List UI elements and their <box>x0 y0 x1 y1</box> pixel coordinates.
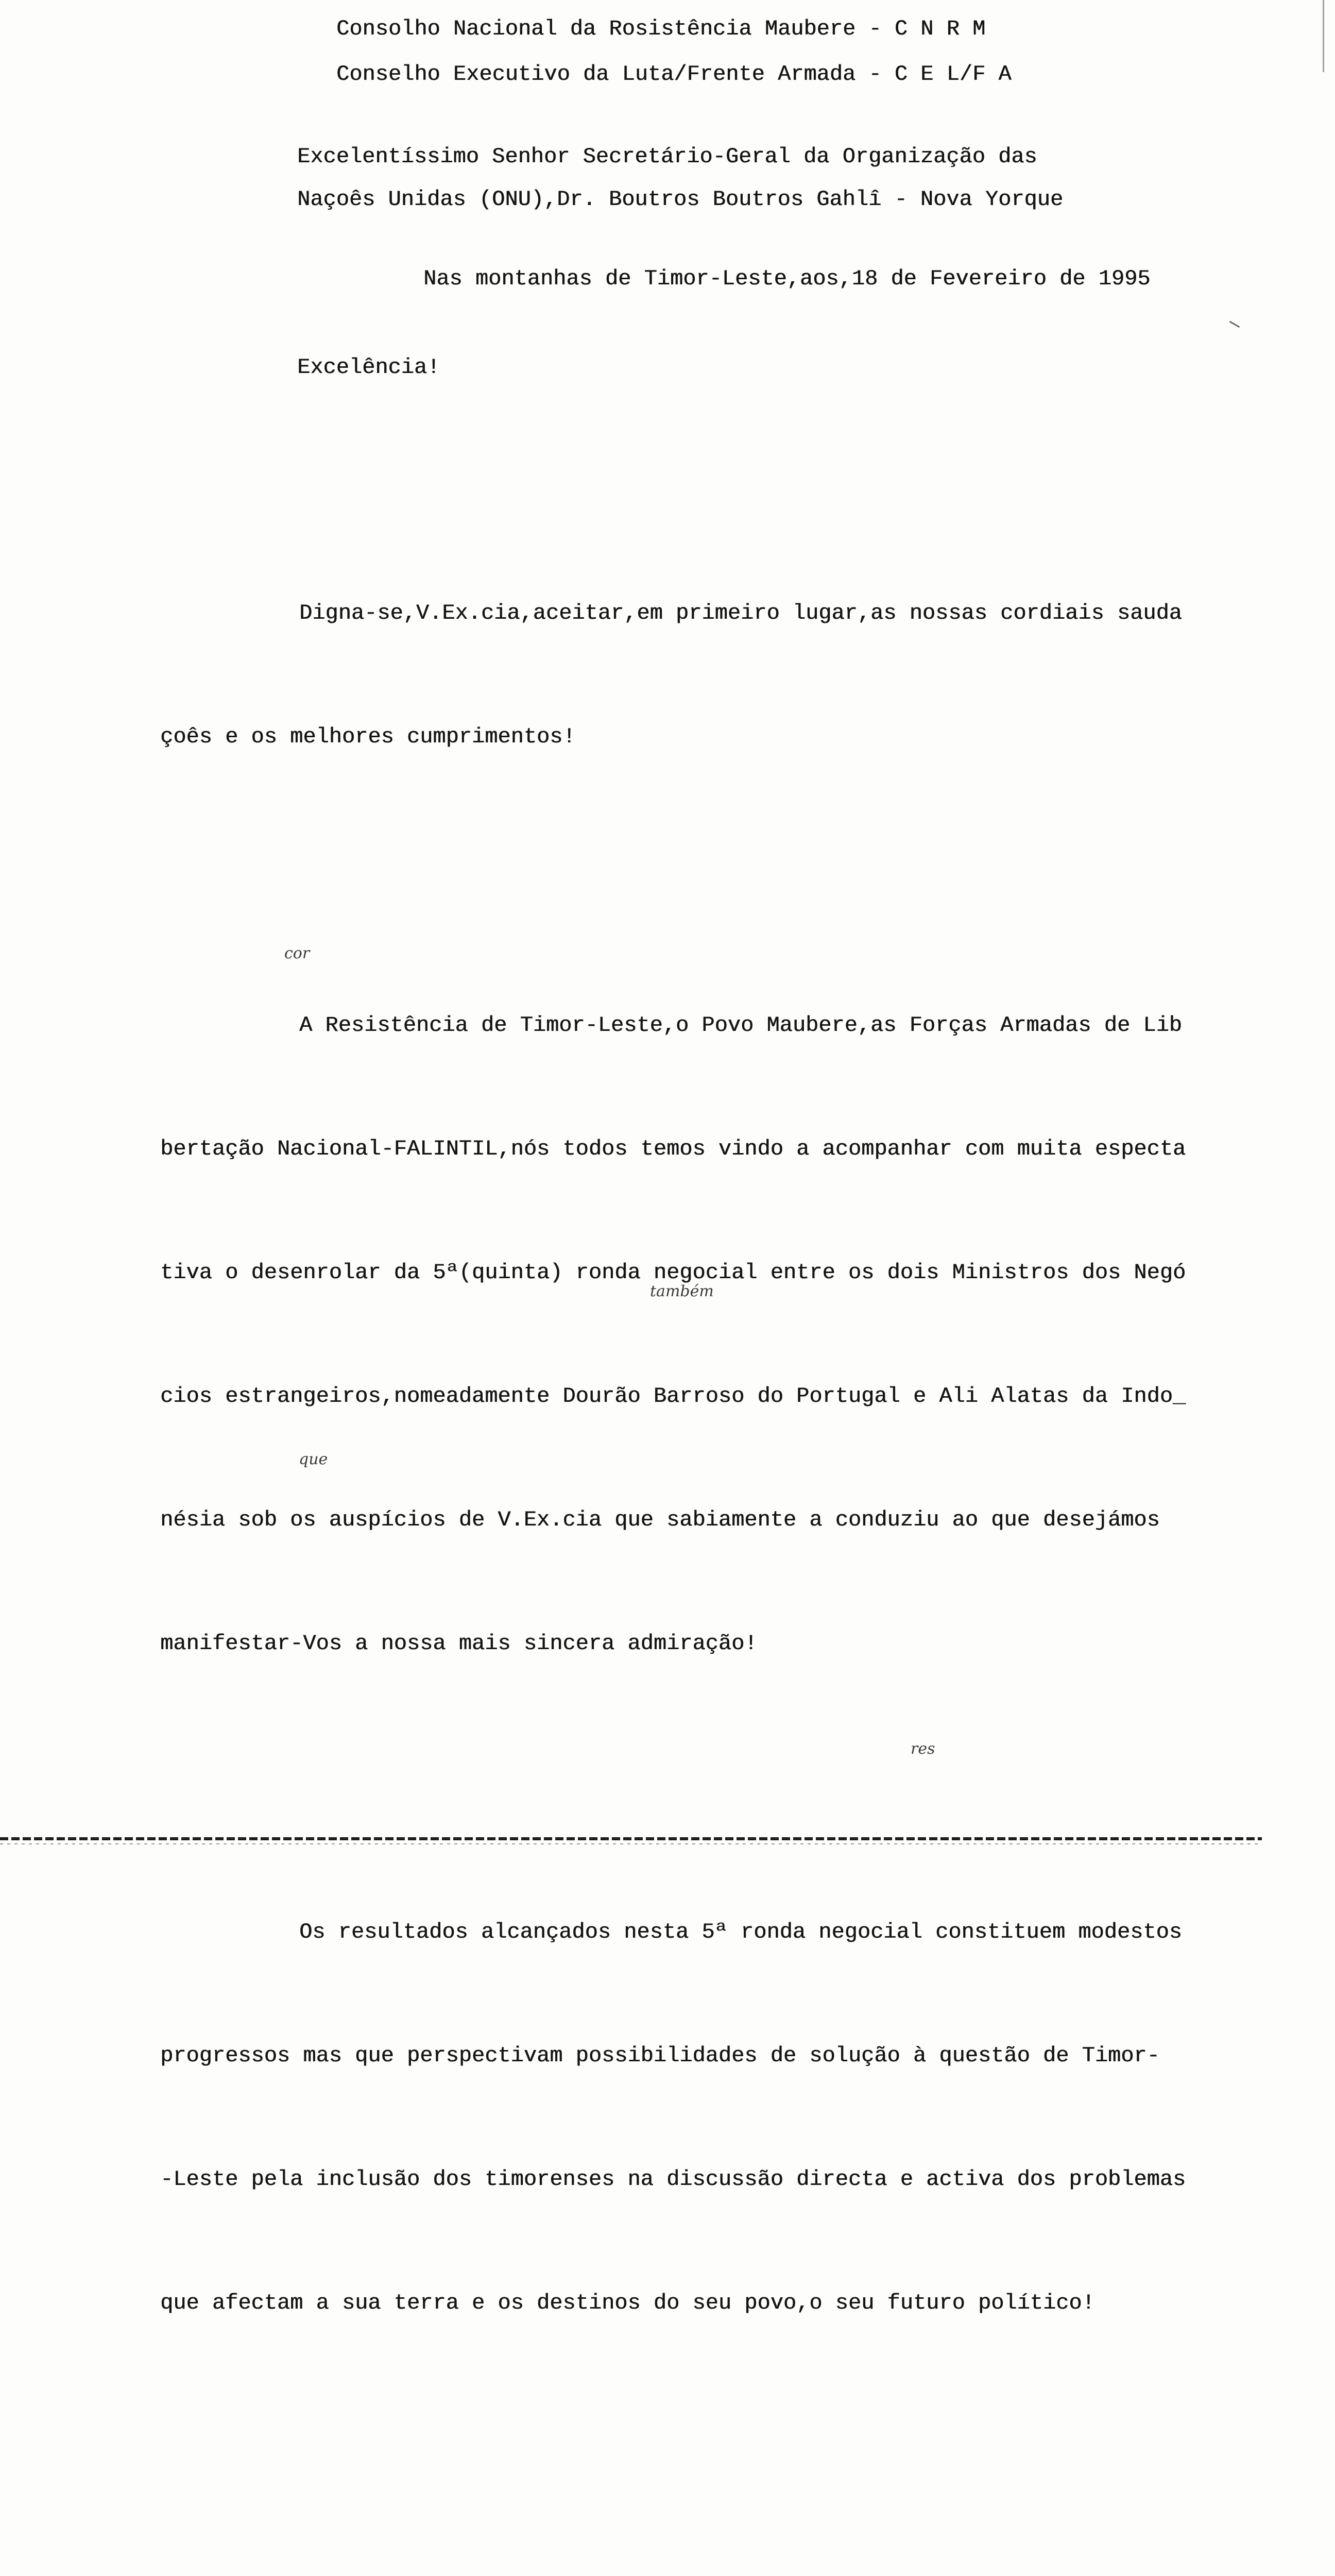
paragraph <box>160 1829 1199 2406</box>
handwritten-correction: res <box>911 1740 935 1758</box>
text-line: A Resistência de Timor-Leste,o Povo Maubere,as Forças Armadas de Lib <box>299 1013 1182 1038</box>
text-line: çoês e os melhores cumprimentos! <box>160 724 576 749</box>
paragraph <box>160 922 1199 1747</box>
text-line: manifestar-Vos a nossa mais sincera admiração! <box>160 1631 758 1656</box>
letter-body <box>160 428 1199 2576</box>
dashed-rule <box>0 1837 1262 1840</box>
paragraph <box>160 510 1199 840</box>
text-line: -Leste pela inclusão dos timorenses na discussão directa e activa dos problemas <box>160 2167 1186 2192</box>
text-line: que afectam a sua terra e os destinos do seu povo,o seu futuro político! <box>160 2291 1095 2315</box>
text-line: cios estrangeiros,nomeadamente Dourão Barroso do Portugal e Ali Alatas da Indo_ <box>160 1384 1186 1409</box>
text-line: bertação Nacional-FALINTIL,nós todos temos vindo a acompanhar com muita especta <box>160 1137 1186 1161</box>
place-date: Nas montanhas de Timor-Leste,aos,18 de Fevereiro de 1995 <box>423 266 1151 291</box>
header-organization: Consolho Nacional da Rosistência Maubere - C N R M <box>336 16 986 41</box>
paragraph <box>160 2488 1199 2576</box>
text-line <box>160 2571 1199 2576</box>
text-line: Os resultados alcançados nesta 5ª ronda negocial constituem modestos <box>299 1920 1182 1944</box>
text-line: progressos mas que perspectivam possibilidades de solução à questão de Timor- <box>160 2043 1160 2068</box>
dashed-rule-faint <box>0 1843 1262 1844</box>
addressee-line-2: Naçoês Unidas (ONU),Dr. Boutros Boutros Gahlî - Nova Yorque <box>297 187 1064 212</box>
salutation: Excelência! <box>297 355 440 380</box>
addressee-line-1: Excelentíssimo Senhor Secretário-Geral da Organização das <box>297 144 1037 169</box>
handwritten-correction: que <box>299 1450 328 1468</box>
handwritten-correction: também <box>650 1282 714 1300</box>
text-line: nésia sob os auspícios de V.Ex.cia que sabiamente a conduziu ao que desejámos <box>160 1507 1160 1532</box>
scan-speck <box>1229 321 1240 328</box>
scan-edge-mark <box>1323 0 1324 72</box>
text-line: tiva o desenrolar da 5ª(quinta) ronda negocial entre os dois Ministros dos Negó <box>160 1260 1186 1285</box>
handwritten-correction: cor <box>284 944 310 962</box>
text-line: Digna-se,V.Ex.cia,aceitar,em primeiro lugar,as nossas cordiais sauda <box>299 601 1182 625</box>
header-executive-council: Conselho Executivo da Luta/Frente Armada - C E L/F A <box>336 62 1012 87</box>
